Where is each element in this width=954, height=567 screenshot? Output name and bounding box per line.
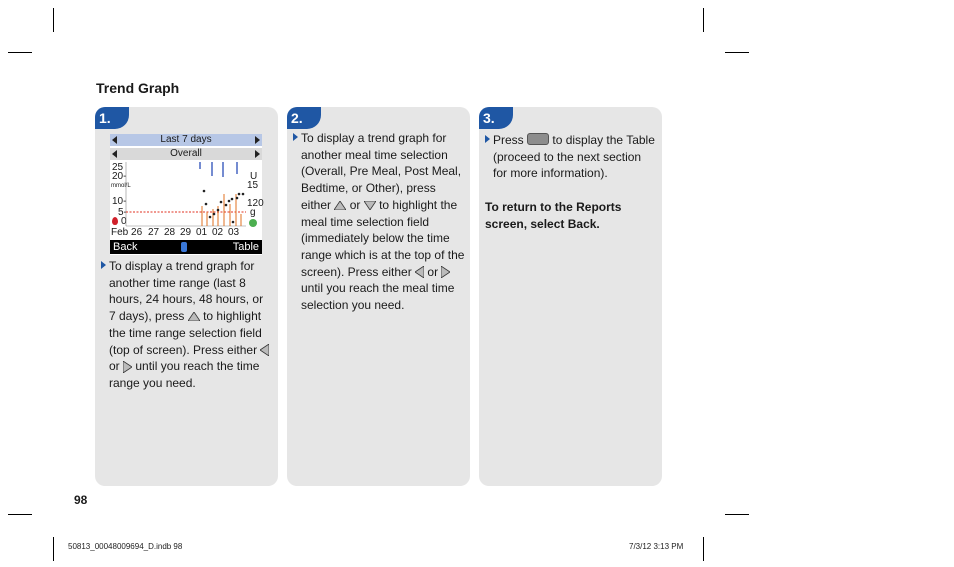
step-2-text: [293, 130, 465, 314]
step-2-text-c: to highlight the meal time selection field (immediately below the time range which is at the top of the screen). Press either: [301, 197, 465, 279]
insulin-unit: U: [250, 171, 258, 182]
step-1-text-b: to highlight the time range selection field (top of screen). Press either: [109, 309, 262, 357]
up-button-icon: [188, 312, 200, 321]
bullet-icon: [101, 261, 106, 269]
step-3-text-a: Press: [493, 133, 524, 147]
down-button-icon: [364, 201, 376, 210]
back-softkey[interactable]: Back: [113, 241, 138, 253]
step-badge: 1.: [95, 107, 129, 129]
table-softkey[interactable]: Table: [232, 241, 259, 253]
step-panel-3: [479, 107, 662, 486]
footer-file: 50813_00048009694_D.indb 98: [68, 542, 183, 551]
meter-screen: [110, 134, 262, 255]
step-1-text-d: until you reach the time range you need.: [109, 359, 260, 390]
x-tick: 01: [196, 227, 208, 238]
left-button-icon: [260, 344, 269, 356]
bullet-icon: [485, 135, 490, 143]
crop-mark: [703, 8, 704, 32]
bluetooth-icon: [181, 242, 187, 252]
step-panel-1: [95, 107, 278, 486]
x-tick: 29: [180, 227, 192, 238]
step-3-text: [485, 132, 657, 233]
carb-unit: g: [250, 207, 256, 218]
right-button-icon: [123, 361, 132, 373]
bullet-icon: [293, 133, 298, 141]
crop-mark: [725, 514, 749, 515]
meal-filter-value: Overall: [170, 148, 202, 159]
x-tick: 27: [148, 227, 160, 238]
crop-mark: [725, 52, 749, 53]
step-2-text-e: until you reach the meal time selection you need.: [301, 281, 455, 313]
step-2-text-d: or: [427, 264, 439, 279]
step-2-text-a: To display a trend graph for another meal time selection (Overall, Pre Meal, Post Meal, Bedtime, or Other), press either: [301, 131, 462, 212]
crop-mark: [8, 52, 32, 53]
step-badge: 3.: [479, 107, 513, 129]
y-tick: 5-: [118, 207, 127, 218]
time-range-value: Last 7 days: [160, 134, 212, 145]
y-tick: 10-: [112, 196, 127, 207]
y-tick: 25: [112, 162, 124, 173]
y-tick: 20-: [112, 171, 127, 182]
crop-mark: [53, 8, 54, 32]
section-title: Trend Graph: [96, 80, 180, 96]
x-tick: 03: [228, 227, 240, 238]
unit-label: mmol/L: [111, 183, 131, 189]
step-1-text-c: or: [109, 359, 120, 374]
x-tick: 02: [212, 227, 224, 238]
step-1-text: [101, 258, 273, 392]
carb-max: 120: [247, 198, 264, 209]
return-instruction: To return to the Reports screen, select Back.: [485, 200, 622, 231]
step-1-text-a: To display a trend graph for another time range (last 8 hours, 24 hours, 48 hours, or 7 days), press: [109, 259, 264, 324]
right-softkey-icon: [527, 133, 549, 145]
x-tick: 28: [164, 227, 176, 238]
page-number: 98: [74, 493, 88, 507]
up-button-icon: [334, 201, 346, 210]
step-3-text-b: to display the Table (proceed to the next section for more information).: [493, 133, 655, 181]
crop-mark: [8, 514, 32, 515]
crop-mark: [703, 537, 704, 561]
crop-mark: [53, 537, 54, 561]
x-tick: Feb 26: [111, 227, 143, 238]
step-panel-2: [287, 107, 470, 486]
right-button-icon: [441, 266, 450, 278]
step-2-text-b: or: [349, 197, 361, 212]
insulin-max: 15: [247, 180, 259, 191]
left-button-icon: [415, 266, 424, 278]
footer-date: 7/3/12 3:13 PM: [629, 542, 684, 551]
meter-softkey-bar: [110, 240, 262, 254]
y-tick: 0: [121, 216, 127, 227]
step-badge: 2.: [287, 107, 321, 129]
